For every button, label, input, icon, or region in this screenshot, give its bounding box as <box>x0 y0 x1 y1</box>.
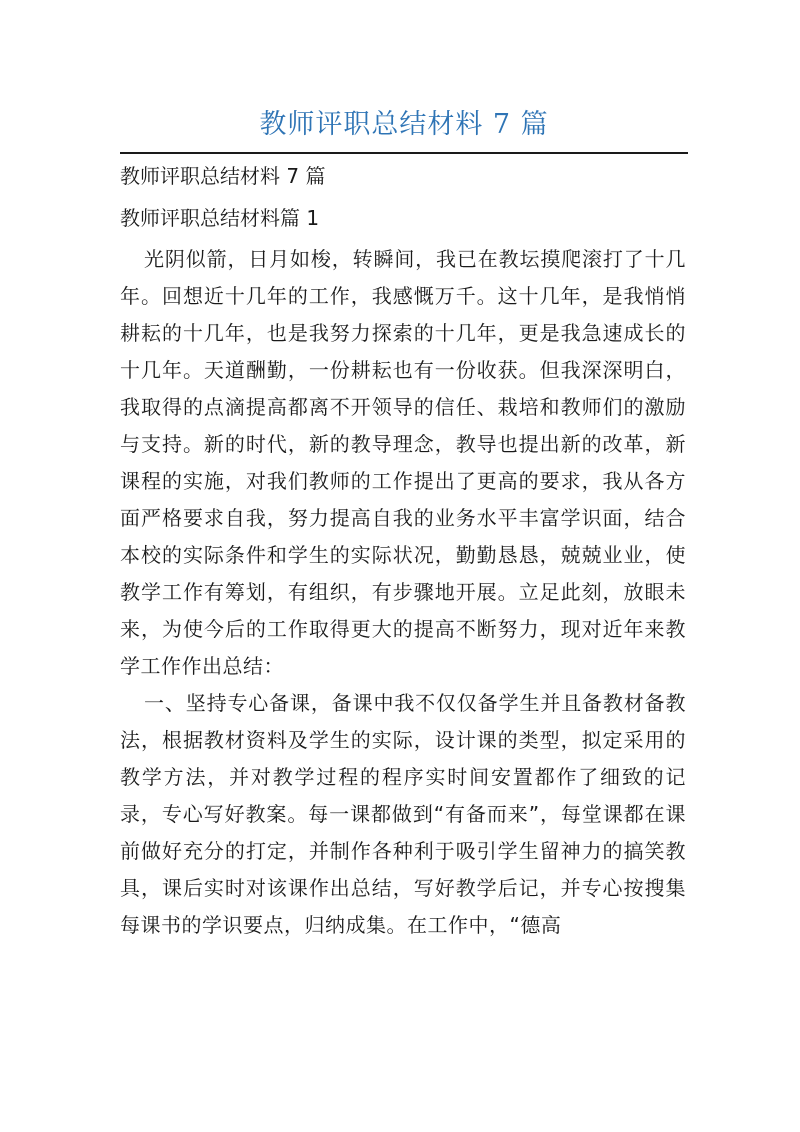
section-heading: 教师评职总结材料篇 1 <box>120 206 320 230</box>
document-title: 教师评职总结材料 7 篇 <box>259 109 549 140</box>
paragraph-1: 光阴似箭，日月如梭，转瞬间，我已在教坛摸爬滚打了十几年。回想近十几年的工作，我感慨万千。这十几年，是我悄悄耕耘的十几年，也是我努力探索的十几年，更是我急速成长的十几年。天道酬勤，一份耕耘也有一份收获。但我深深明白，我取得的点滴提高都离不开领导的信任、栽培和教师们的激励与支持。新的时代，新的教导理念，教导也提出新的改革，新课程的实施，对我们教师的工作提出了更高的要求，我从各方面严格要求自我，努力提高自我的业务水平丰富学识面，结合本校的实际条件和学生的实际状况，勤勤恳恳，兢兢业业，使教学工作有筹划，有组织，有步骤地开展。立足此刻，放眼未来，为使今后的工作取得更大的提高不断努力，现对近年来教学工作作出总结： <box>120 247 686 678</box>
title-divider <box>120 152 688 154</box>
document-subtitle: 教师评职总结材料 7 篇 <box>120 164 326 188</box>
paragraph-2: 一、坚持专心备课，备课中我不仅仅备学生并且备教材备教法，根据教材资料及学生的实际，设计课的类型，拟定采用的教学方法，并对教学过程的程序实时间安置都作了细致的记录，专心写好教案。每一课都做到“有备而来”，每堂课都在课前做好充分的打定，并制作各种利于吸引学生留神力的搞笑教具，课后实时对该课作出总结，写好教学后记，并专心按搜集每课书的学识要点，归纳成集。在工作中，“德高 <box>120 691 686 937</box>
body-text <box>120 241 686 944</box>
